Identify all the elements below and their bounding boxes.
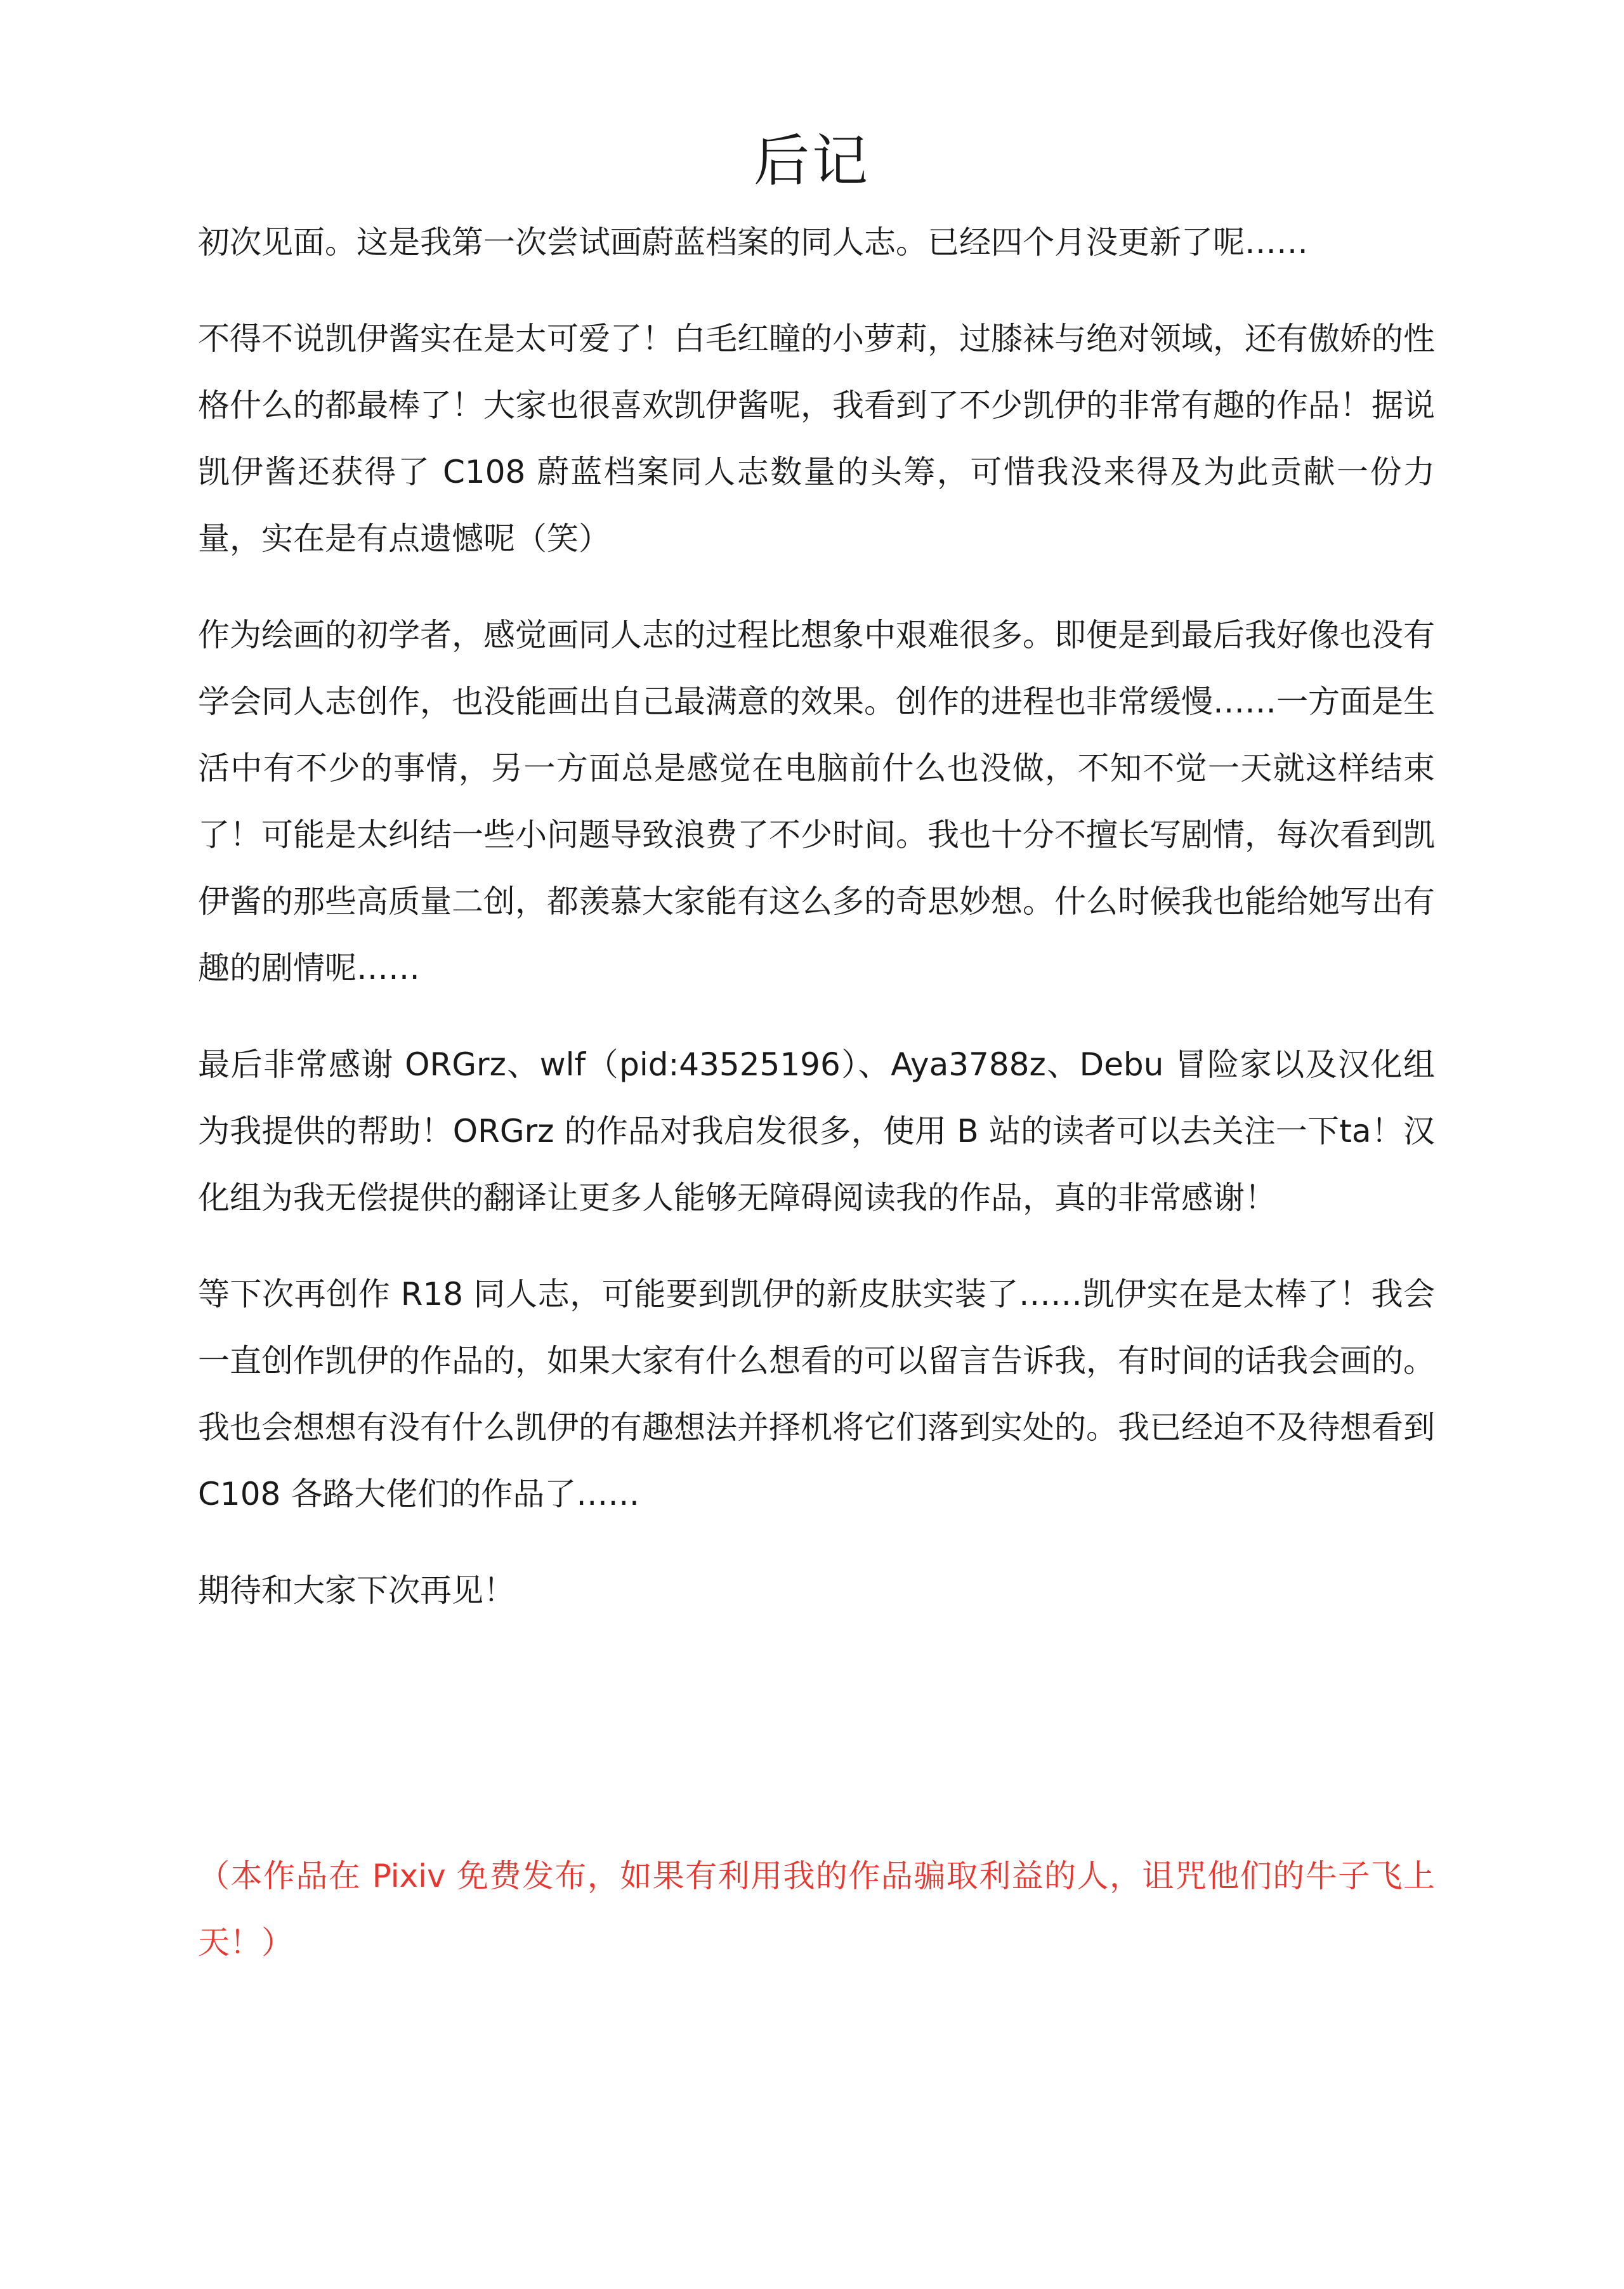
paragraph-character-praise: 不得不说凯伊酱实在是太可爱了！白毛红瞳的小萝莉，过膝袜与绝对领域，还有傲娇的性格什么的都最棒了！大家也很喜欢凯伊酱呢，我看到了不少凯伊的非常有趣的作品！据说凯伊酱还获得了 C108 蔚蓝档案同人志数量的头筹，可惜我没来得及为此贡献一份力量，实在是有点遗憾呢（笑） <box>198 320 1435 557</box>
page-title: 后记 <box>753 128 870 193</box>
paragraph-farewell: 期待和大家下次再见！ <box>198 1572 515 1609</box>
paragraph-greeting: 初次见面。这是我第一次尝试画蔚蓝档案的同人志。已经四个月没更新了呢…… <box>198 224 1308 261</box>
paragraph-future-plans: 等下次再创作 R18 同人志，可能要到凯伊的新皮肤实装了……凯伊实在是太棒了！我会一直创作凯伊的作品的，如果大家有什么想看的可以留言告诉我，有时间的话我会画的。我也会想想有没有什么凯伊的有趣想法并择机将它们落到实处的。我已经迫不及待想看到 C108 各路大佬们的作品了…… <box>198 1276 1435 1512</box>
paragraph-acknowledgements: 最后非常感谢 ORGrz、wlf（pid:43525196）、Aya3788z、Debu 冒险家以及汉化组为我提供的帮助！ORGrz 的作品对我启发很多，使用 B 站的读者可以去关注一下ta！汉化组为我无偿提供的翻译让更多人能够无障碍阅读我的作品，真的非常感谢！ <box>198 1046 1435 1216</box>
distribution-notice: （本作品在 Pixiv 免费发布，如果有利用我的作品骗取利益的人，诅咒他们的牛子飞上天！） <box>198 1858 1435 1961</box>
paragraph-creation-process: 作为绘画的初学者，感觉画同人志的过程比想象中艰难很多。即便是到最后我好像也没有学会同人志创作，也没能画出自己最满意的效果。创作的进程也非常缓慢……一方面是生活中有不少的事情，另一方面总是感觉在电脑前什么也没做，不知不觉一天就这样结束了！可能是太纠结一些小问题导致浪费了不少时间。我也十分不擅长写剧情，每次看到凯伊酱的那些高质量二创，都羡慕大家能有这么多的奇思妙想。什么时候我也能给她写出有趣的剧情呢…… <box>198 617 1435 987</box>
afterword-body <box>198 209 1435 1654</box>
